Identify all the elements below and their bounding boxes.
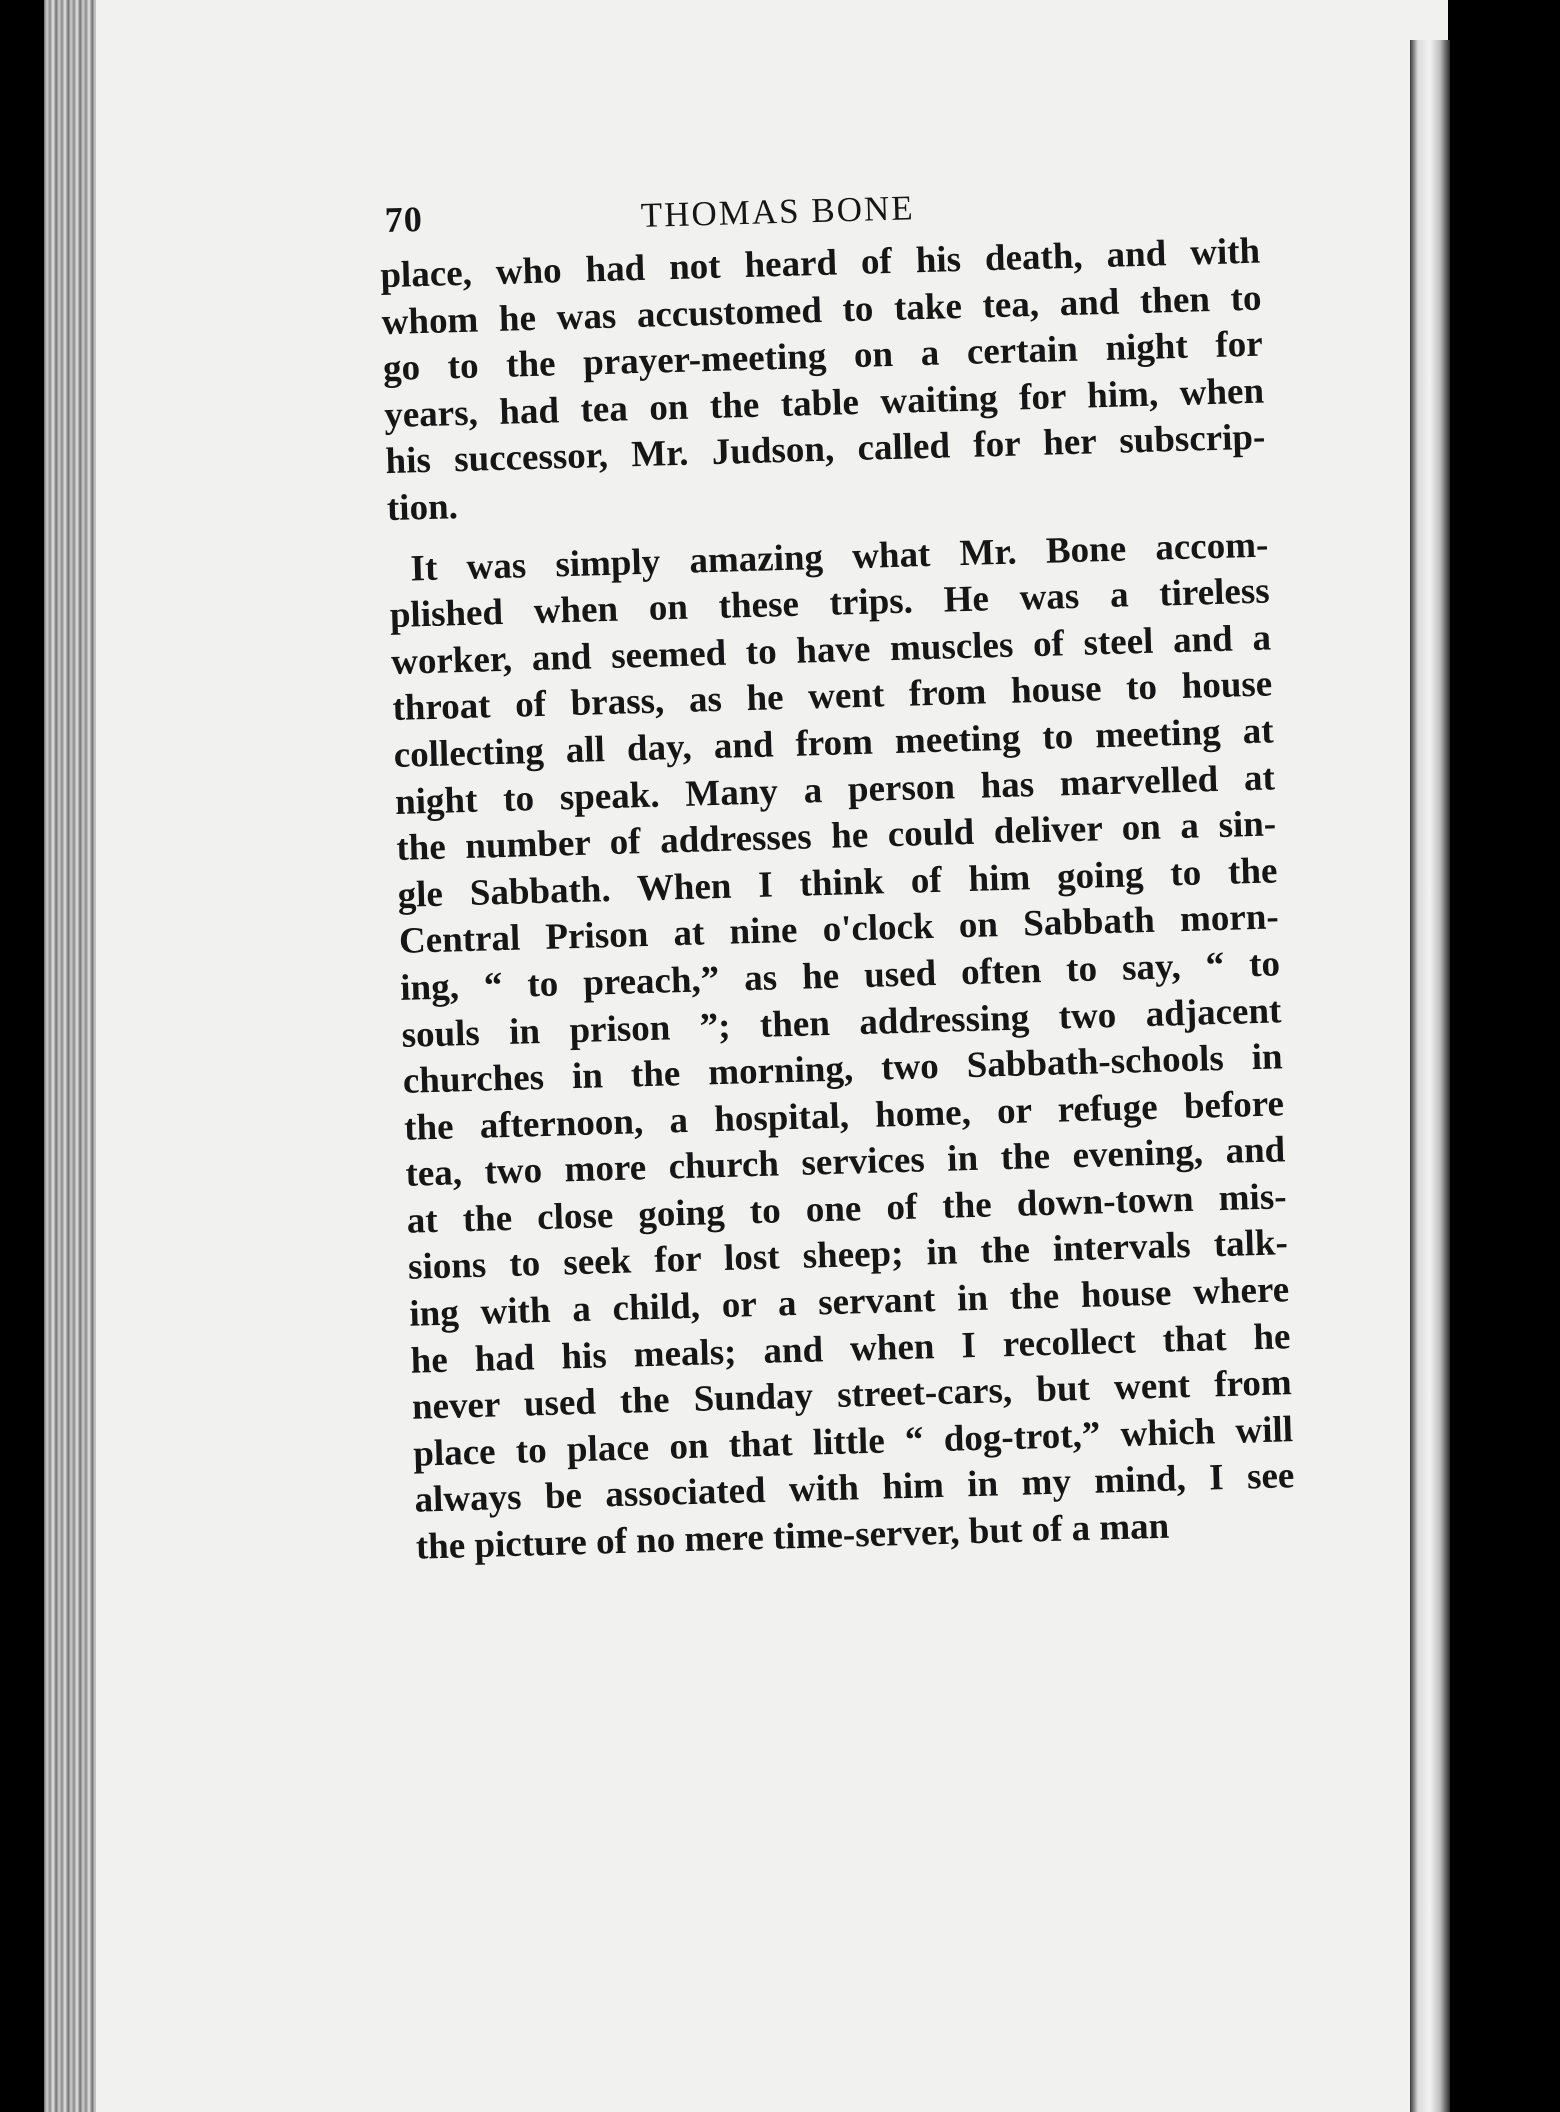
text-line: ing, “ to preach,” as he used often to say, “ to bbox=[399, 943, 1281, 1009]
text-line: It was simply amazing what Mr. Bone accom- bbox=[410, 524, 1269, 590]
text-line: ing with a child, or a servant in the house where bbox=[408, 1269, 1290, 1335]
text-line: his successor, Mr. Judson, called for her subscrip- bbox=[385, 416, 1266, 483]
page-number: 70 bbox=[384, 198, 424, 241]
paragraph-2 bbox=[360, 523, 1295, 1572]
text-line: he had his meals; and when I recollect that he bbox=[410, 1315, 1291, 1382]
text-line: plished when on these trips. He was a tireless bbox=[389, 570, 1271, 637]
text-line: collecting all day, and from meeting to meeting at bbox=[393, 710, 1275, 776]
paragraph-1 bbox=[352, 229, 1266, 533]
text-line: churches in the morning, two Sabbath-schools in bbox=[402, 1036, 1284, 1102]
text-line: tion. bbox=[386, 486, 459, 530]
text-line: souls in prison ”; then addressing two adjacent bbox=[401, 989, 1282, 1056]
text-line: whom he was accustomed to take tea, and then to bbox=[381, 277, 1262, 343]
text-line: always be associated with him in my mind, I see bbox=[414, 1455, 1295, 1522]
text-line: sions to seek for lost sheep; in the intervals talk- bbox=[407, 1222, 1289, 1289]
text-line: at the close going to one of the down-town mis- bbox=[406, 1176, 1288, 1242]
text-line: worker, and seemed to have muscles of steel and a bbox=[390, 617, 1272, 683]
text-line: Central Prison at nine o'clock on Sabbath morn- bbox=[398, 896, 1280, 963]
text-line: go to the prayer-meeting on a certain night for bbox=[382, 323, 1264, 390]
text-line: place to place on that little “ dog-trot,” which will bbox=[412, 1409, 1294, 1475]
text-line: gle Sabbath. When I think of him going to the bbox=[397, 850, 1278, 916]
text-line: night to speak. Many a person has marvelled at bbox=[394, 756, 1276, 823]
text-line: never used the Sunday street-cars, but went from bbox=[411, 1362, 1293, 1428]
text-line: the afternoon, a hospital, home, or refuge before bbox=[403, 1082, 1285, 1149]
text-line: the number of addresses he could deliver on a sin- bbox=[395, 803, 1277, 870]
book-spine-edge bbox=[44, 0, 102, 2112]
text-line: years, had tea on the table waiting for him, when bbox=[383, 370, 1265, 436]
running-title: THOMAS BONE bbox=[640, 188, 916, 235]
text-line: place, who had not heard of his death, and with bbox=[379, 230, 1261, 297]
text-line: tea, two more church services in the evening, and bbox=[404, 1129, 1286, 1196]
text-line: the picture of no mere time-server, but of a man bbox=[415, 1505, 1170, 1568]
text-block bbox=[350, 165, 1295, 1572]
facing-page-edge bbox=[1410, 40, 1450, 2112]
text-line: throat of brass, as he went from house to house bbox=[391, 663, 1273, 730]
